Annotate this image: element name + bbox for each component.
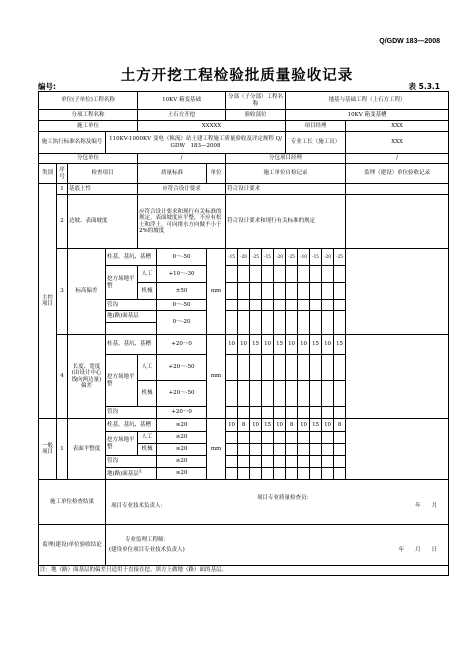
record-value: 10 xyxy=(238,335,250,355)
sub-item-value: 土石方开挖 xyxy=(138,110,226,121)
record-value: 10 xyxy=(262,335,274,355)
sub-item: 地(路)面基层 xyxy=(106,311,157,323)
note-row xyxy=(39,566,449,576)
record-value: -15 xyxy=(226,249,238,266)
std-value: +20～0 xyxy=(157,407,207,419)
table-row xyxy=(39,184,449,195)
unit-cell: mm xyxy=(207,419,226,480)
sub-item: 管沟 xyxy=(106,456,157,468)
sub-item: 挖方场地平整 xyxy=(106,266,138,300)
subcontract-unit-label: 分包单位 xyxy=(39,154,138,164)
record-value: 10 xyxy=(322,419,334,432)
record-value: 10 xyxy=(250,419,262,432)
record-value: 8 xyxy=(238,419,250,432)
subcontract-unit-value: / xyxy=(138,154,226,164)
record-value: 10 xyxy=(298,335,310,355)
project-manager-value: XXX xyxy=(346,121,449,132)
quality-inspector-label: 项目专业质量检查员： xyxy=(257,494,313,501)
record-value: 8 xyxy=(334,419,346,432)
info-row-standard xyxy=(39,132,449,154)
item-name: 表面平整度 xyxy=(68,419,106,480)
item-name: 标高偏差 xyxy=(68,249,106,335)
sub-item-method: 机械 xyxy=(138,444,157,456)
sub-item: 管沟 xyxy=(106,300,157,311)
record-value: 10 xyxy=(226,419,238,432)
item-name: 基底土性 xyxy=(68,184,138,195)
sub-item-blank xyxy=(106,323,157,335)
sub-item-label: 分项工程名称 xyxy=(39,110,138,121)
record-value: -20 xyxy=(238,249,250,266)
std-value: 0～-20 xyxy=(157,311,207,335)
item-name: 长度、宽度(由设计中心线向两边量)偏差 xyxy=(68,335,106,419)
record-value: -25 xyxy=(286,249,298,266)
sub-item xyxy=(106,468,157,480)
column-header-row xyxy=(39,164,449,184)
footnote-mark: 注 xyxy=(138,469,143,474)
std-value: ≤20 xyxy=(157,456,207,468)
main-control-label: 主控项目 xyxy=(39,184,57,419)
sub-item-method: 机械 xyxy=(138,283,157,300)
record-value: 15 xyxy=(250,335,262,355)
info-row-construction-unit xyxy=(39,121,449,132)
record-value: 10 xyxy=(226,335,238,355)
std-value: ±50 xyxy=(157,283,207,300)
col-quality-standard: 质量标准 xyxy=(138,164,207,184)
sub-part-value: 地基与基础工程（土石方工程） xyxy=(286,92,449,110)
unit-cell: mm xyxy=(207,249,226,335)
sub-item-method: 人工 xyxy=(138,355,157,381)
sub-item-text: 地(路)面基层 xyxy=(107,471,139,478)
std-value: 0～-50 xyxy=(157,249,207,266)
item-standard: 应符合设计要求和现行有关标准的规定，表面坡度应平整，不应有松土和浮土。可向排水方向做不小于2%的坡度 xyxy=(138,195,226,249)
item-record: 符合设计要求 xyxy=(226,184,346,195)
general-label: 一般项目 xyxy=(39,419,57,480)
technical-lead-label: 项目专业技术负责人： xyxy=(111,503,167,509)
sub-part-label: 分部（子分部）工程名称 xyxy=(226,92,286,110)
std-value: 0～-50 xyxy=(157,300,207,311)
sub-item: 柱基、基坑、基槽 xyxy=(106,419,157,432)
unit-project-value: 10KV 箱变基础 xyxy=(138,92,226,110)
item-no: 2 xyxy=(57,195,68,249)
col-category: 类别 xyxy=(39,164,57,184)
record-value: 8 xyxy=(286,419,298,432)
sub-item: 挖方场地平整 xyxy=(106,432,138,456)
supervisor-conclusion-label: 监理(建设)单位验收结论 xyxy=(39,525,106,566)
sub-item-method: 人工 xyxy=(138,266,157,283)
subcontract-pm-label: 分包项目经理 xyxy=(226,154,346,164)
record-value: 10 xyxy=(322,335,334,355)
sub-item: 管沟 xyxy=(106,407,157,419)
record-value: 15 xyxy=(310,419,322,432)
supervisor-cell xyxy=(346,419,449,480)
info-row-unit-project xyxy=(39,92,449,110)
table-row xyxy=(39,249,449,266)
item-no: 1 xyxy=(57,419,68,480)
foreman-label: 专业工长（施工员） xyxy=(286,132,346,154)
contractor-check-row xyxy=(39,480,449,525)
owner-lead-label: (建设单位项目专业技术负责人) xyxy=(109,546,185,553)
info-row-sub-item xyxy=(39,110,449,121)
form-title: 土方开挖工程检验批质量验收记录 xyxy=(120,68,354,84)
sub-item-method: 机械 xyxy=(138,381,157,407)
item-record: 符合设计要求和现行有关标准的规定 xyxy=(226,195,346,249)
unit-cell: mm xyxy=(207,335,226,419)
table-number: 表 5.3.1 xyxy=(408,82,440,91)
record-value: 15 xyxy=(262,419,274,432)
record-value: 10 xyxy=(274,419,286,432)
acceptance-form-table xyxy=(38,91,449,576)
record-value: -15 xyxy=(310,249,322,266)
construction-unit-label: 施工单位 xyxy=(39,121,138,132)
supervisor-cell xyxy=(346,195,449,249)
record-value: -25 xyxy=(334,249,346,266)
record-value: 15 xyxy=(274,335,286,355)
sub-item-method: 人工 xyxy=(138,432,157,444)
std-value: +20～-50 xyxy=(157,381,207,407)
col-self-check: 施工单位自检记录 xyxy=(226,164,346,184)
std-value: +20～0 xyxy=(157,335,207,355)
record-value: -25 xyxy=(250,249,262,266)
std-value: ≤20 xyxy=(157,444,207,456)
contractor-check-content xyxy=(106,480,449,525)
supervisor-cell xyxy=(346,335,449,419)
sub-item: 挖方场地平整 xyxy=(106,355,138,407)
record-value: 10 xyxy=(298,419,310,432)
footnote: 注：地（路）面基层的偏差只适用于直接在挖、填方上做地（路）面的基层。 xyxy=(39,566,449,576)
record-value: 10 xyxy=(286,335,298,355)
record-value: -15 xyxy=(262,249,274,266)
sub-item: 柱基、基坑、基槽 xyxy=(106,249,157,266)
record-value: -20 xyxy=(274,249,286,266)
std-value: ≤20 xyxy=(157,419,207,432)
supervising-engineer-label: 专业监理工程师： xyxy=(125,537,170,544)
std-value: ≤20 xyxy=(157,468,207,480)
table-row xyxy=(39,335,449,355)
supervisor-conclusion-content xyxy=(106,525,449,566)
acceptance-part-value: 10KV 箱变基槽 xyxy=(286,110,449,121)
item-no: 1 xyxy=(57,184,68,195)
record-value: -10 xyxy=(298,249,310,266)
item-name: 边坡、表面坡度 xyxy=(68,195,138,249)
supervisor-cell xyxy=(346,249,449,335)
unit-project-label: 单位(子单位)工程名称 xyxy=(39,92,138,110)
acceptance-part-label: 验收部位 xyxy=(226,110,286,121)
standard-code: Q/GDW 183—2008 xyxy=(379,38,440,45)
supervisor-conclusion-row xyxy=(39,525,449,566)
std-value: +20～-50 xyxy=(157,355,207,381)
contractor-check-label: 施工单位检查结果 xyxy=(39,480,106,525)
col-unit: 单位 xyxy=(207,164,226,184)
foreman-value: XXX xyxy=(346,132,449,154)
table-row xyxy=(39,419,449,432)
sub-item: 柱基、基坑、基槽 xyxy=(106,335,157,355)
record-value: 15 xyxy=(310,335,322,355)
col-check-item: 检查项目 xyxy=(68,164,138,184)
col-supervisor-record: 监理（建设）单位验收记录 xyxy=(346,164,449,184)
record-value: -20 xyxy=(322,249,334,266)
supervisor-date-label: 年 月 日 xyxy=(398,546,438,553)
subcontract-pm-value: / xyxy=(346,154,449,164)
info-row-subcontract xyxy=(39,154,449,164)
standard-value: 110KV-1000KV 变电（换流）站土建工程施工质量验收及评定规程 Q/GDW 183—2008 xyxy=(106,132,286,154)
record-value: 15 xyxy=(334,335,346,355)
item-no: 4 xyxy=(57,335,68,419)
standard-label: 施工执行标准名称及编号 xyxy=(39,132,106,154)
contractor-date-label: 年 月 xyxy=(415,503,438,509)
std-value: +10～-30 xyxy=(157,266,207,283)
table-row xyxy=(39,195,449,249)
supervisor-cell xyxy=(346,184,449,195)
construction-unit-value: XXXXX xyxy=(138,121,286,132)
project-manager-label: 项目经理 xyxy=(286,121,346,132)
doc-number-label: 编号: xyxy=(38,82,56,91)
std-value: ≤20 xyxy=(157,432,207,444)
col-seq: 序号 xyxy=(57,164,68,184)
item-no: 3 xyxy=(57,249,68,335)
item-standard: 应符合设计要求 xyxy=(138,184,226,195)
